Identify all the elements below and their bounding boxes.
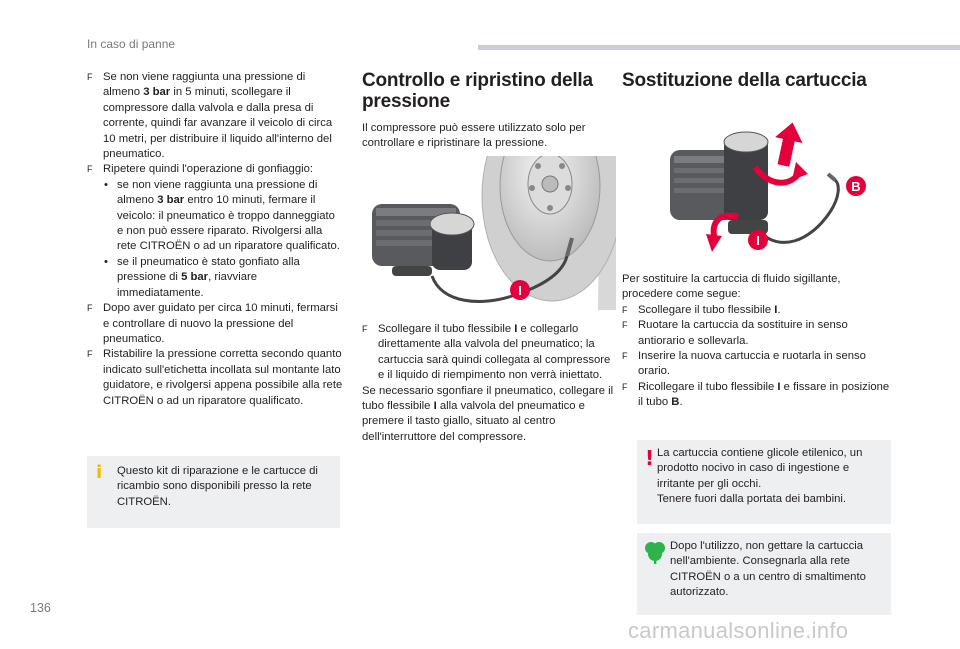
section-header: In caso di panne bbox=[87, 37, 176, 51]
bullet-icon: F bbox=[87, 349, 93, 360]
item-text: se il pneumatico è stato gonfiato alla pressione di bbox=[117, 255, 300, 284]
item-text: se non viene raggiunta una pressione di almeno bbox=[117, 178, 318, 207]
dot-icon: • bbox=[104, 178, 108, 191]
item-text: Se non viene raggiunta una pressione di almeno bbox=[103, 71, 306, 99]
item-text: in 5 minuti, scollegare il compressore dalla valvola e dalla presa di corrente, quindi far avanzare il veicolo di circa 10 metri, per distribuire il liquido all'interno del pneumatico. bbox=[103, 86, 333, 161]
item-bold: 3 bar bbox=[143, 86, 171, 99]
item-text: Ristabilire la pressione corretta secondo quanto indicato sull'etichetta incollata sul montante lato guidatore, e rivolgersi appena possibile alla rete CITROËN o ad un riparatore qualificato. bbox=[103, 348, 343, 407]
item-text: Scollegare il tubo flessibile bbox=[378, 323, 515, 335]
column-right-lower bbox=[622, 272, 892, 411]
bullet-icon: F bbox=[622, 304, 628, 315]
watermark: carmanualsonline.info bbox=[628, 618, 849, 643]
warning-icon: ! bbox=[645, 446, 655, 470]
eco-text: Dopo l'utilizzo, non gettare la cartuccia nell'ambiente. Consegnarla alla rete CITROËN o a un centro di smaltimento autorizzato. bbox=[670, 540, 866, 599]
section-title: Controllo e ripristino della pressione bbox=[362, 70, 593, 112]
list-item bbox=[622, 380, 892, 411]
item-text: Ricollegare il tubo flessibile bbox=[638, 380, 778, 393]
bullet-icon: F bbox=[87, 303, 93, 314]
item-bold: I bbox=[514, 323, 518, 335]
para-bold: I bbox=[433, 400, 437, 413]
warning-box bbox=[637, 440, 891, 524]
page-number: 136 bbox=[30, 601, 51, 615]
item-text: , riavviare immediatamente. bbox=[117, 271, 258, 299]
item-text: Dopo aver guidato per circa 10 minuti, fermarsi e controllare di nuovo la pressione del pneumatico. bbox=[103, 302, 338, 345]
item-text: e fissare in posizione il tubo bbox=[638, 380, 890, 409]
list-item bbox=[87, 70, 343, 162]
item-text: Ruotare la cartuccia da sostituire in senso antiorario e sollevarla. bbox=[638, 319, 848, 347]
list-item bbox=[622, 318, 892, 349]
item-text: Inserire la nuova cartuccia e ruotarla in senso orario. bbox=[638, 350, 866, 378]
list-item bbox=[87, 347, 343, 409]
label-I: I bbox=[518, 283, 522, 298]
cartridge-illustration bbox=[660, 122, 876, 264]
item-text: Ripetere quindi l'operazione di gonfiaggio: bbox=[103, 163, 314, 176]
column-middle-lower bbox=[362, 322, 618, 445]
illustration-svg bbox=[362, 156, 616, 310]
info-icon: i bbox=[96, 462, 103, 483]
label-B: B bbox=[851, 179, 861, 194]
column-right bbox=[622, 70, 892, 91]
item-text: Scollegare il tubo flessibile bbox=[638, 303, 775, 316]
paragraph bbox=[362, 384, 618, 446]
warning-line: La cartuccia contiene glicole etilenico, un prodotto nocivo in caso di ingestione e irritante per gli occhi. bbox=[657, 447, 863, 490]
item-bold: I bbox=[774, 303, 778, 316]
section-title: Sostituzione della cartuccia bbox=[622, 70, 867, 91]
list-item bbox=[362, 322, 618, 384]
list-item bbox=[87, 162, 343, 177]
warning-text bbox=[657, 446, 885, 508]
item-text: . bbox=[777, 303, 781, 316]
header-bar bbox=[478, 45, 960, 50]
column-middle bbox=[362, 70, 618, 152]
eco-box bbox=[637, 533, 891, 615]
item-bold: 5 bar bbox=[181, 271, 209, 284]
label-I: I bbox=[756, 233, 760, 248]
item-text: entro 10 minuti, fermare il veicolo: il pneumatico è troppo danneggiato e non può essere riparato. Rivolgersi alla rete CITROËN o ad un riparatore qualificato. bbox=[117, 194, 340, 253]
bullet-icon: F bbox=[87, 164, 93, 175]
item-bold: B bbox=[671, 396, 680, 409]
intro-text: Per sostituire la cartuccia di fluido sigillante, procedere come segue: bbox=[622, 273, 841, 301]
para-text: Se necessario sgonfiare il pneumatico, collegare il tubo flessibile bbox=[362, 384, 614, 413]
list-item bbox=[622, 349, 892, 380]
column-left bbox=[87, 70, 343, 409]
info-box bbox=[87, 456, 340, 528]
sub-item bbox=[87, 178, 343, 255]
intro-text: Il compressore può essere utilizzato solo per controllare e ripristinare la pressione. bbox=[362, 122, 586, 150]
item-text: e collegarlo direttamente alla valvola del pneumatico; la cartuccia sarà quindi collegata al compressore e il liquido di riempimento non verrà iniettato. bbox=[378, 323, 611, 382]
compressor-tyre-illustration bbox=[362, 156, 616, 310]
para-text: alla valvola del pneumatico e premere il tasto giallo, situato al centro dell'interruttore del compressore. bbox=[362, 400, 585, 443]
bullet-icon: F bbox=[622, 351, 628, 362]
list-item bbox=[87, 301, 343, 347]
list-item bbox=[622, 303, 892, 318]
bullet-icon: F bbox=[362, 324, 368, 334]
item-bold: I bbox=[777, 380, 781, 393]
info-text: Questo kit di riparazione e le cartucce di ricambio sono disponibili presso la rete CITROËN. bbox=[117, 465, 318, 508]
dot-icon: • bbox=[104, 255, 108, 268]
bullet-icon: F bbox=[87, 72, 93, 82]
item-bold: 3 bar bbox=[157, 194, 185, 207]
leaf-icon bbox=[644, 540, 666, 564]
warning-line: Tenere fuori dalla portata dei bambini. bbox=[657, 493, 847, 506]
bullet-icon: F bbox=[622, 381, 628, 392]
illustration-svg bbox=[660, 122, 876, 264]
item-text: . bbox=[679, 396, 683, 409]
sub-item bbox=[87, 255, 343, 301]
bullet-icon: F bbox=[622, 320, 628, 331]
